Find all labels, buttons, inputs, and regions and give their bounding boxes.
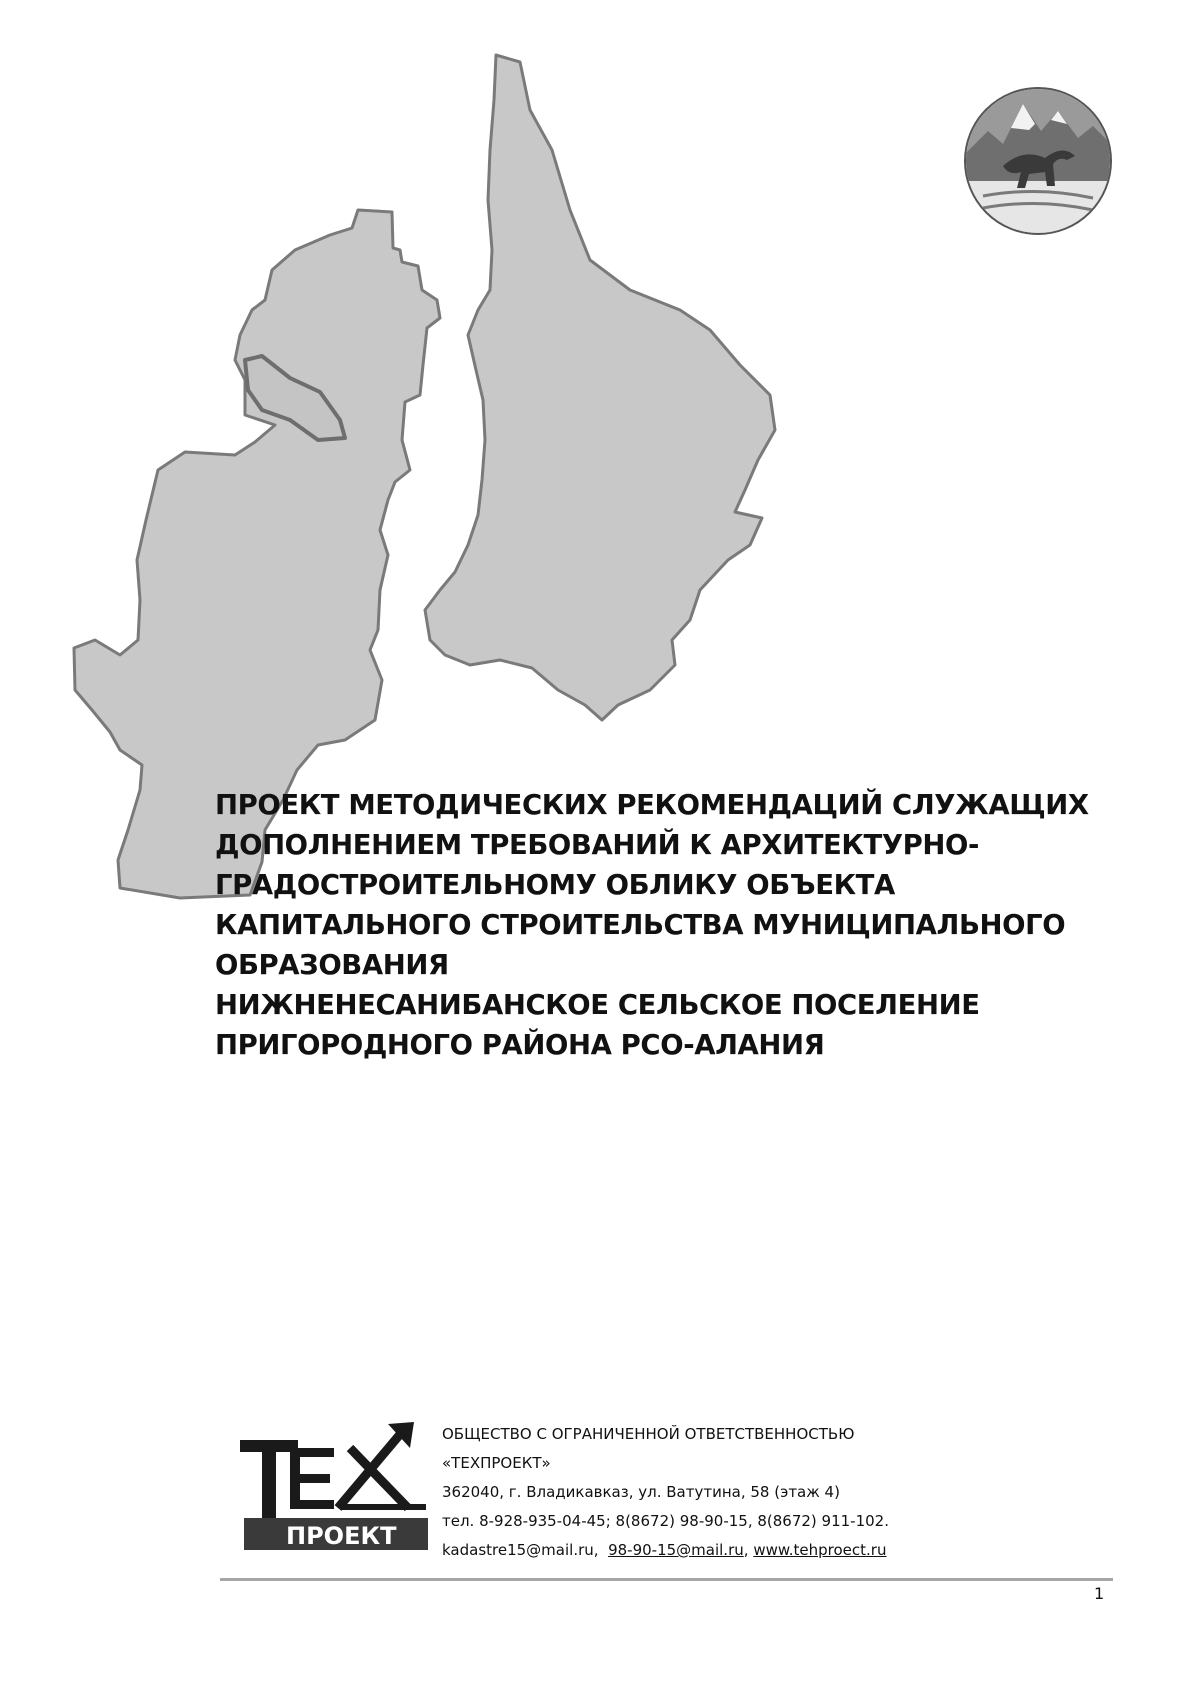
title-line: ПРОЕКТ МЕТОДИЧЕСКИХ РЕКОМЕНДАЦИЙ СЛУЖАЩИХ <box>215 789 1089 821</box>
footer-divider <box>220 1578 1113 1581</box>
website-link[interactable]: www.tehproect.ru <box>753 1541 887 1559</box>
company-contacts <box>442 1536 1062 1565</box>
title-line: ПРИГОРОДНОГО РАЙОНА РСО-АЛАНИЯ <box>215 1029 825 1061</box>
email-primary: kadastre15@mail.ru, <box>442 1541 599 1559</box>
company-info <box>442 1420 1062 1565</box>
title-line: ОБРАЗОВАНИЯ <box>215 949 449 981</box>
title-line: НИЖНЕНЕСАНИБАНСКОЕ СЕЛЬСКОЕ ПОСЕЛЕНИЕ <box>215 989 980 1021</box>
document-title <box>215 785 1115 1065</box>
email-secondary-link[interactable]: 98-90-15@mail.ru <box>608 1541 744 1559</box>
page-number: 1 <box>1094 1584 1105 1603</box>
company-phones: тел. 8-928-935-04-45; 8(8672) 98-90-15, 8(8672) 911-102. <box>442 1512 889 1530</box>
title-line: ГРАДОСТРОИТЕЛЬНОМУ ОБЛИКУ ОБЪЕКТА <box>215 869 895 901</box>
map-region-east <box>425 55 775 720</box>
company-name: ОБЩЕСТВО С ОГРАНИЧЕННОЙ ОТВЕТСТВЕННОСТЬЮ <box>442 1425 855 1443</box>
title-line: КАПИТАЛЬНОГО СТРОИТЕЛЬСТВА МУНИЦИПАЛЬНОГО <box>215 909 1066 941</box>
company-short-name: «ТЕХПРОЕКТ» <box>442 1454 551 1472</box>
tehproekt-logo-icon <box>238 1418 434 1554</box>
logo-text: ПРОЕКТ <box>286 1522 397 1550</box>
title-line: ДОПОЛНЕНИЕМ ТРЕБОВАНИЙ К АРХИТЕКТУРНО- <box>215 829 980 861</box>
company-address: 362040, г. Владикавказ, ул. Ватутина, 58 (этаж 4) <box>442 1483 840 1501</box>
contacts-separator: , <box>743 1541 749 1559</box>
coat-of-arms-icon <box>963 86 1113 236</box>
